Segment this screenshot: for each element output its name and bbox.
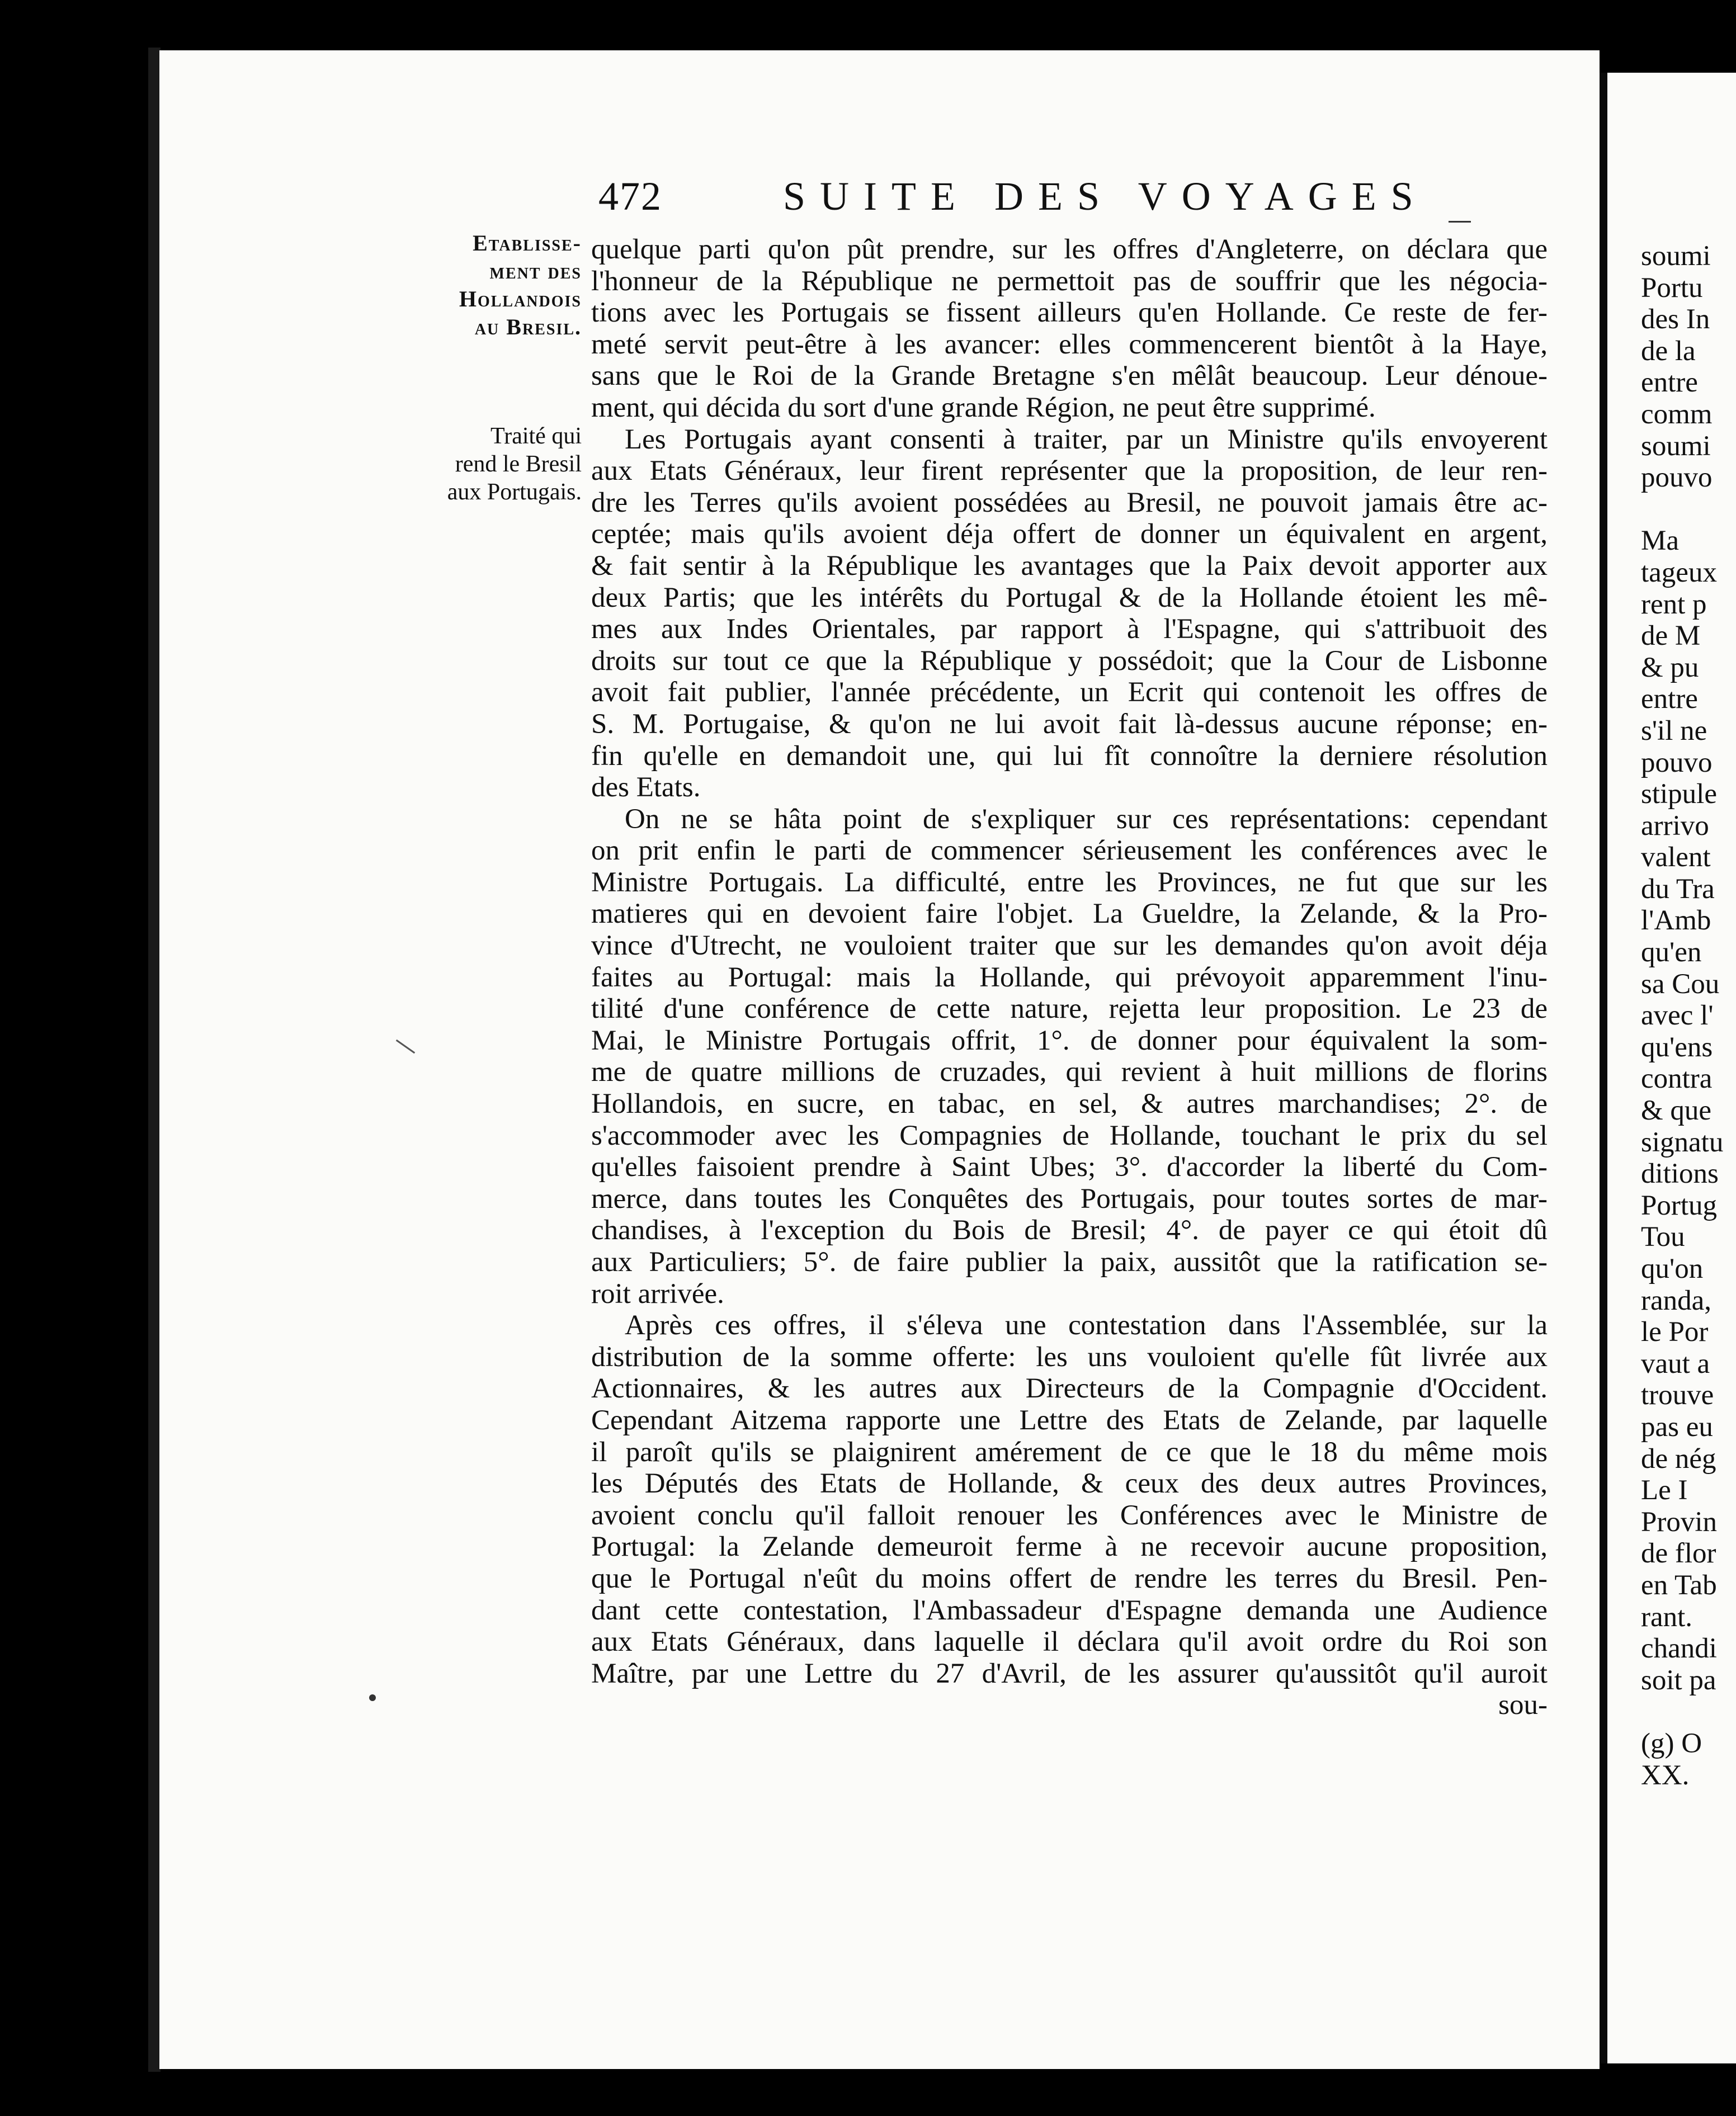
text-line: ceptée; mais qu'ils avoient déja offert de donner un équivalent en argent, — [591, 518, 1548, 550]
text-line: les Députés des Etats de Hollande, & ceux des deux autres Provinces, — [591, 1468, 1548, 1500]
text-line: avoit fait publier, l'année précédente, un Ecrit qui contenoit les offres de — [591, 677, 1548, 709]
text-line: S. M. Portugaise, & qu'on ne lui avoit fait là-dessus aucune réponse; en- — [591, 708, 1548, 740]
facing-page-line: rant. — [1641, 1601, 1693, 1633]
text-line: Maître, par une Lettre du 27 d'Avril, de les assurer qu'aussitôt qu'il auroit — [591, 1657, 1548, 1689]
facing-page-line: (g) O — [1641, 1727, 1702, 1759]
facing-page-line: chandi — [1641, 1633, 1717, 1665]
catchword: sou- — [1498, 1689, 1548, 1721]
margin-note-line: ment des — [489, 258, 582, 284]
facing-page-line: qu'ens — [1641, 1031, 1713, 1063]
margin-note-line: Hollandois — [459, 286, 582, 311]
text-line: s'accommoder avec les Compagnies de Hollande, touchant le prix du sel — [591, 1120, 1548, 1151]
facing-page-line: signatu — [1641, 1126, 1724, 1158]
text-line: qu'elles faisoient prendre à Saint Ubes; 3°. d'accorder la liberté du Com- — [591, 1151, 1548, 1183]
text-line: on prit enfin le parti de commencer sérieusement les conférences avec le — [591, 835, 1548, 867]
facing-page-line: XX. — [1641, 1759, 1690, 1791]
facing-page-line: Tou — [1641, 1221, 1685, 1253]
main-text-block — [591, 234, 1548, 1721]
text-line: distribution de la somme offerte: les uns vouloient qu'elle fût livrée aux — [591, 1341, 1548, 1373]
text-line: roit arrivée. — [591, 1278, 724, 1310]
text-line: faites au Portugal: mais la Hollande, qui prévoyoit apparemment l'inu- — [591, 961, 1548, 993]
facing-page-line: ditions — [1641, 1158, 1719, 1190]
text-line: meté servit peut-être à les avancer: elles commencerent bientôt à la Haye, — [591, 328, 1548, 360]
facing-page-line: le Por — [1641, 1316, 1709, 1348]
facing-page-line: des In — [1641, 304, 1710, 336]
text-line: deux Partis; que les intérêts du Portugal & de la Hollande étoient les mê- — [591, 582, 1548, 613]
facing-page-line — [1641, 494, 1736, 526]
facing-page-line: soumi — [1641, 240, 1711, 272]
facing-page-line: & pu — [1641, 651, 1699, 683]
text-line: quelque parti qu'on pût prendre, sur les offres d'Angleterre, on déclara que — [591, 234, 1548, 265]
facing-page-line — [1641, 1696, 1736, 1728]
text-line: aux Etats Généraux, dans laquelle il déclara qu'il avoit ordre du Roi son — [591, 1626, 1548, 1658]
text-line: ment, qui décida du sort d'une grande Région, ne peut être supprimé. — [591, 391, 1376, 423]
facing-page-line: comm — [1641, 398, 1713, 430]
facing-page-line: de flor — [1641, 1538, 1716, 1570]
facing-page-line: entre — [1641, 367, 1698, 399]
text-line: dre les Terres qu'ils avoient possédées au Bresil, ne pouvoit jamais être ac- — [591, 487, 1548, 518]
text-line: l'honneur de la République ne permettoit pas de souffrir que les négocia- — [591, 265, 1548, 297]
text-line: chandises, à l'exception du Bois de Bresil; 4°. de payer ce qui étoit dû — [591, 1215, 1548, 1246]
page-number: 472 — [598, 174, 662, 219]
text-line: merce, dans toutes les Conquêtes des Portugais, pour toutes sortes de mar- — [591, 1183, 1548, 1215]
facing-page-line: s'il ne — [1641, 715, 1707, 747]
text-line: tilité d'une conférence de cette nature, rejetta leur proposition. Le 23 de — [591, 993, 1548, 1025]
facing-page-line: en Tab — [1641, 1569, 1717, 1601]
facing-page-line: qu'en — [1641, 937, 1702, 969]
margin-note-line: aux Portugais. — [447, 479, 582, 505]
margin-note-line: Traité qui — [490, 423, 582, 449]
text-line: des Etats. — [591, 772, 701, 804]
text-line: fin qu'elle en demandoit une, qui lui fît connoître la derniere résolution — [591, 740, 1548, 772]
text-line: matieres qui en devoient faire l'objet. La Gueldre, la Zelande, & la Pro- — [591, 898, 1548, 930]
text-line: aux Etats Généraux, leur firent représenter que la proposition, de leur ren- — [591, 455, 1548, 487]
text-line: il paroît qu'ils se plaignirent amérement de ce que le 18 du même mois — [591, 1436, 1548, 1468]
text-line: me de quatre millions de cruzades, qui revient à huit millions de florins — [591, 1056, 1548, 1088]
facing-page-line: stipule — [1641, 778, 1717, 810]
header-rule — [1449, 221, 1471, 223]
facing-page-line: rent p — [1641, 588, 1707, 620]
text-line: dant cette contestation, l'Ambassadeur d'Espagne demanda une Audience — [591, 1594, 1548, 1626]
facing-page-line: Portug — [1641, 1189, 1718, 1221]
facing-page-line: de M — [1641, 620, 1701, 652]
facing-page-line: vaut a — [1641, 1348, 1710, 1380]
facing-page — [1600, 73, 1736, 2063]
margin-note-line: rend le Bresil — [455, 451, 582, 477]
facing-page-line: soit pa — [1641, 1664, 1716, 1696]
text-line: On ne se hâta point de s'expliquer sur ces représentations: cependant — [625, 803, 1548, 835]
text-line: Ministre Portugais. La difficulté, entre les Provinces, ne fut que sur les — [591, 866, 1548, 898]
text-line: & fait sentir à la République les avantages que la Paix devoit apporter aux — [591, 550, 1548, 582]
text-line: Mai, le Ministre Portugais offrit, 1°. de donner pour équivalent la som- — [591, 1024, 1548, 1056]
page-title: SUITE DES VOYAGES — [783, 174, 1428, 219]
facing-page-line: pouvo — [1641, 462, 1713, 494]
facing-page-line: sa Cou — [1641, 968, 1720, 1000]
text-line: tions avec les Portugais se fissent ailleurs qu'en Hollande. Ce reste de fer- — [591, 297, 1548, 329]
text-line: mes aux Indes Orientales, par rapport à l'Espagne, qui s'attribuoit des — [591, 613, 1548, 645]
text-line: Cependant Aitzema rapporte une Lettre des Etats de Zelande, par laquelle — [591, 1404, 1548, 1436]
facing-page-line: avec l' — [1641, 1000, 1714, 1032]
running-head — [598, 173, 1549, 235]
margin-note-line: Etablisse- — [473, 230, 582, 256]
facing-page-line: trouve — [1641, 1380, 1714, 1411]
facing-page-line: contra — [1641, 1063, 1713, 1095]
book-spine — [148, 48, 161, 2072]
margin-note-line: au Bresil. — [474, 314, 582, 339]
text-line: Les Portugais ayant consenti à traiter, par un Ministre qu'ils envoyerent — [625, 423, 1548, 455]
facing-page-line: Provin — [1641, 1506, 1718, 1538]
text-line: Après ces offres, il s'éleva une contestation dans l'Assemblée, sur la — [625, 1310, 1548, 1342]
facing-page-line: du Tra — [1641, 873, 1715, 905]
facing-page-line: & que — [1641, 1095, 1712, 1127]
facing-page-line: qu'on — [1641, 1253, 1704, 1284]
text-line: sans que le Roi de la Grande Bretagne s'en mêlât beaucoup. Leur dénoue- — [591, 360, 1548, 392]
facing-page-line: pas eu — [1641, 1411, 1713, 1443]
facing-page-line: de la — [1641, 335, 1696, 367]
text-line: Actionnaires, & les autres aux Directeurs de la Compagnie d'Occident. — [591, 1373, 1548, 1405]
margin-note-establishment — [414, 229, 582, 341]
text-line: aux Particuliers; 5°. de faire publier la paix, aussitôt que la ratification se- — [591, 1246, 1548, 1278]
page-speck — [369, 1694, 376, 1701]
text-line: Portugal: la Zelande demeuroit ferme à ne recevoir aucune proposition, — [591, 1531, 1548, 1563]
facing-page-text — [1641, 240, 1736, 1791]
facing-page-line: de nég — [1641, 1443, 1716, 1475]
facing-page-line: entre — [1641, 683, 1698, 715]
text-line: droits sur tout ce que la République y possédoit; que la Cour de Lisbonne — [591, 645, 1548, 677]
facing-page-line: valent — [1641, 842, 1711, 873]
facing-page-line: Ma — [1641, 525, 1679, 557]
margin-note-traite — [414, 422, 582, 506]
facing-page-line: pouvo — [1641, 747, 1713, 778]
facing-page-line: Portu — [1641, 272, 1703, 304]
text-line: que le Portugal n'eût du moins offert de rendre les terres du Bresil. Pen- — [591, 1562, 1548, 1594]
facing-page-line: randa, — [1641, 1284, 1712, 1316]
text-line: avoient conclu qu'il falloit renouer les Conférences avec le Ministre de — [591, 1499, 1548, 1531]
text-line: Hollandois, en sucre, en tabac, en sel, & autres marchandises; 2°. de — [591, 1088, 1548, 1120]
facing-page-line: soumi — [1641, 430, 1711, 462]
facing-page-line: arrivo — [1641, 810, 1709, 842]
facing-page-line: l'Amb — [1641, 905, 1711, 937]
facing-page-line: tageux — [1641, 556, 1717, 588]
facing-page-line: Le I — [1641, 1475, 1688, 1506]
text-line: vince d'Utrecht, ne vouloient traiter que sur les demandes qu'on avoit déja — [591, 930, 1548, 962]
